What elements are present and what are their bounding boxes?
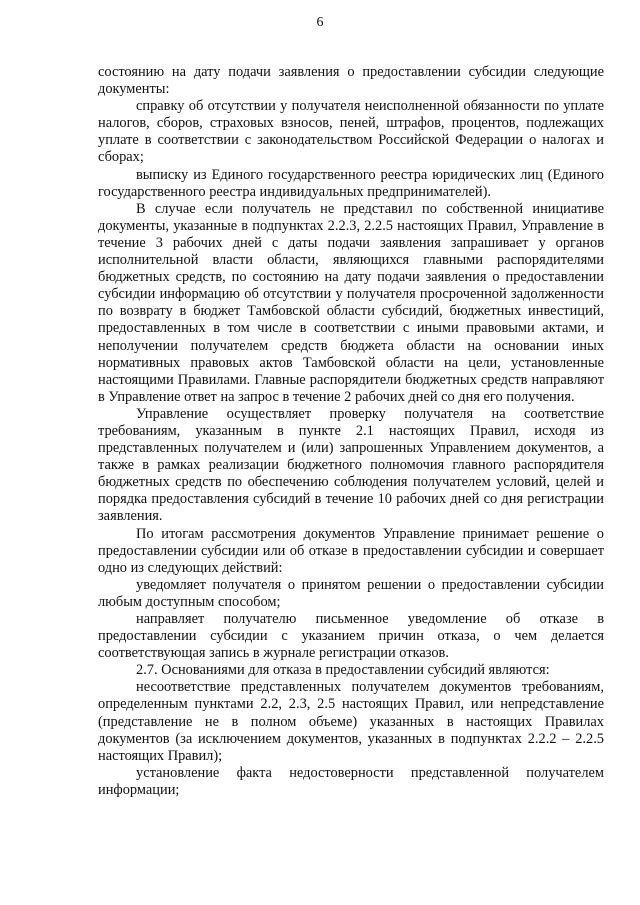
page-number: 6 <box>316 15 324 30</box>
paragraph: справку об отсутствии у получателя неисполненной обязанности по уплате налогов, сборов, страховых взносов, пеней, штрафов, процентов, подлежащих уплате в соответствии с законодательством Российской Федерации о налогах и сборах; <box>98 98 604 166</box>
paragraph: уведомляет получателя о принятом решении о предоставлении субсидии любым доступным способом; <box>98 576 604 610</box>
paragraph: По итогам рассмотрения документов Управление принимает решение о предоставлении субсидии или об отказе в предоставлении субсидии и совершает одно из следующих действий: <box>98 525 604 576</box>
document-body <box>98 64 604 799</box>
paragraph: несоответствие представленных получателем документов требованиям, определенным пунктами 2.2, 2.3, 2.5 настоящих Правил, или непредставление (представление не в полном объеме) указанных в настоящих Правилах документов (за исключением документов, указанных в подпунктах 2.2.2 – 2.2.5 настоящих Правил); <box>98 679 604 764</box>
paragraph: выписку из Единого государственного реестра юридических лиц (Единого государственного реестра индивидуальных предпринимателей). <box>98 166 604 200</box>
paragraph: состоянию на дату подачи заявления о предоставлении субсидии следующие документы: <box>98 64 604 98</box>
paragraph: направляет получателю письменное уведомление об отказе в предоставлении субсидии с указанием причин отказа, о чем делается соответствующая запись в журнале регистрации отказов. <box>98 611 604 662</box>
paragraph: установление факта недостоверности представленной получателем информации; <box>98 764 604 798</box>
section-heading-2-7: 2.7. Основаниями для отказа в предоставлении субсидий являются: <box>136 662 550 679</box>
paragraph: Управление осуществляет проверку получателя на соответствие требованиям, указанным в пункте 2.1 настоящих Правил, исходя из представленных получателем и (или) запрошенных Управлением документов, а также в рамках реализации бюджетного полномочия главного распорядителя бюджетных средств по обеспечению соблюдения получателем условий, целей и порядка предоставления субсидий в течение 10 рабочих дней со дня регистрации заявления. <box>98 405 604 525</box>
paragraph: В случае если получатель не представил по собственной инициативе документы, указанные в подпунктах 2.2.3, 2.2.5 настоящих Правил, Управление в течение 3 рабочих дней с даты подачи заявления запрашивает у органов исполнительной власти области, являющихся главными распорядителями бюджетных средств, по состоянию на дату подачи заявления о предоставлении субсидии информацию об отсутствии у получателя просроченной задолженности по возврату в бюджет Тамбовской области субсидий, бюджетных инвестиций, предоставленных в том числе в соответствии с иными правовыми актами, и неполучении получателем средств бюджета области на основании иных нормативных правовых актов Тамбовской области на цели, установленные настоящими Правилами. Главные распорядители бюджетных средств направляют в Управление ответ на запрос в течение 2 рабочих дней со дня его получения. <box>98 200 604 405</box>
